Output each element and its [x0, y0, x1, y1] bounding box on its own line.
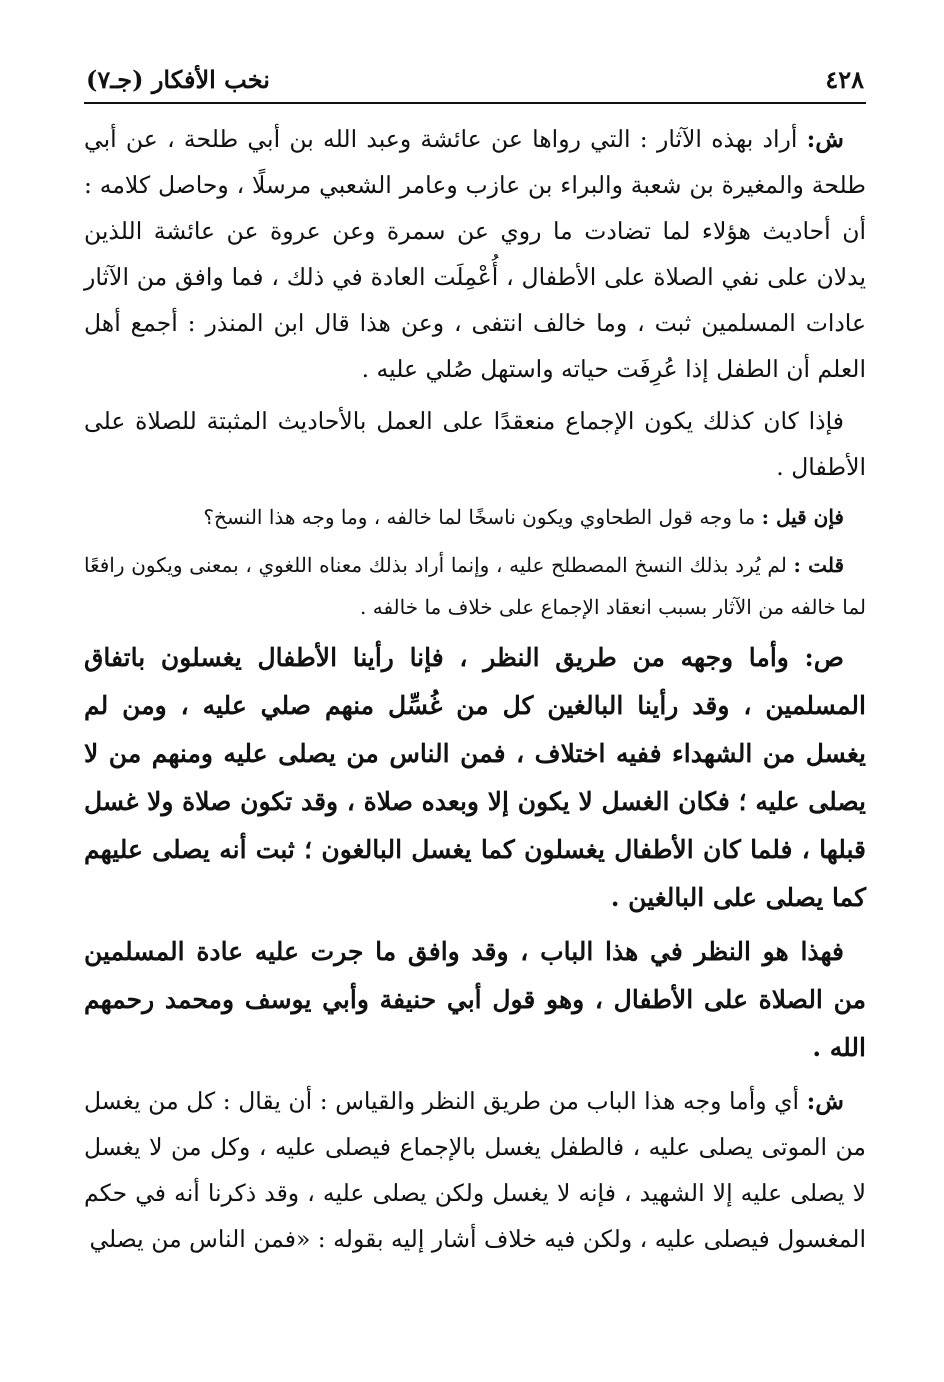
- commentary-paragraph: [84, 116, 866, 392]
- question-paragraph: [84, 496, 866, 538]
- page-number: ٤٢٨: [825, 65, 864, 94]
- book-title: نخب الأفكار (جـ٧): [86, 65, 270, 94]
- paragraph-text: فإذا كان كذلك يكون الإجماع منعقدًا على العمل بالأحاديث المثبتة للصلاة على الأطفال .: [84, 407, 866, 481]
- answer-paragraph: [84, 544, 866, 628]
- paragraph-text: أي وأما وجه هذا الباب من طريق النظر والقياس : أن يقال : كل من يغسل من الموتى يصلى عليه ، فالطفل يغسل بالإجماع فيصلى عليه ، وكل من لا يغسل لا يصلى عليه إلا الشهيد ، فإنه لا يغسل ولكن يصلى عليه ، وقد ذكرنا أنه في حكم المغسول فيصلى عليه ، ولكن فيه خلاف أشار إليه بقوله : «فمن الناس من يصلي: [84, 1087, 866, 1253]
- paragraph-text: لم يُرد بذلك النسخ المصطلح عليه ، وإنما أراد بذلك معناه اللغوي ، بمعنى ويكون رافعًا لما خالفه من الآثار بسبب انعقاد الإجماع على خلاف ما خالفه .: [84, 553, 866, 619]
- commentary-paragraph: [84, 1078, 866, 1262]
- main-text-paragraph: [84, 928, 866, 1072]
- paragraph-text: ما وجه قول الطحاوي ويكون ناسخًا لما خالفه ، وما وجه هذا النسخ؟: [203, 505, 762, 529]
- paragraph-lead: قلت :: [793, 553, 845, 577]
- paragraph-text: أراد بهذه الآثار : التي رواها عن عائشة وعبد الله بن أبي طلحة ، عن أبي طلحة والمغيرة بن شعبة والبراء بن عازب وعامر الشعبي مرسلًا ، وحاصل كلامه : أن أحاديث هؤلاء لما تضادت ما روي عن سمرة وعن عروة عن عائشة اللذين يدلان على نفي الصلاة على الأطفال ، أُعْمِلَت العادة في ذلك ، فما وافق من الآثار عادات المسلمين ثبت ، وما خالف انتفى ، وعن هذا قال ابن المنذر : أجمع أهل العلم أن الطفل إذا عُرِفَت حياته واستهل صُلي عليه .: [84, 125, 866, 383]
- page-header: [84, 56, 866, 104]
- paragraph-text: فهذا هو النظر في هذا الباب ، وقد وافق ما جرت عليه عادة المسلمين من الصلاة على الأطفال ، وهو قول أبي حنيفة وأبي يوسف ومحمد رحمهم الله .: [84, 937, 866, 1062]
- main-text-paragraph: [84, 634, 866, 922]
- paragraph-lead: فإن قيل :: [761, 505, 844, 529]
- paragraph-lead: ش:: [806, 125, 844, 153]
- paragraph-lead: ص:: [804, 643, 844, 672]
- commentary-paragraph: [84, 398, 866, 490]
- book-page: [84, 56, 866, 1268]
- paragraph-lead: ش:: [806, 1087, 844, 1115]
- page-body: [84, 116, 866, 1262]
- paragraph-text: وأما وجهه من طريق النظر ، فإنا رأينا الأطفال يغسلون باتفاق المسلمين ، وقد رأينا البالغين كل من غُسِّل منهم صلي عليه ، ومن لم يغسل من الشهداء ففيه اختلاف ، فمن الناس من يصلى عليه ومنهم من لا يصلى عليه ؛ فكان الغسل لا يكون إلا وبعده صلاة ، وقد تكون صلاة ولا غسل قبلها ، فلما كان الأطفال يغسلون كما يغسل البالغون ؛ ثبت أنه يصلى عليهم كما يصلى على البالغين .: [84, 643, 866, 912]
